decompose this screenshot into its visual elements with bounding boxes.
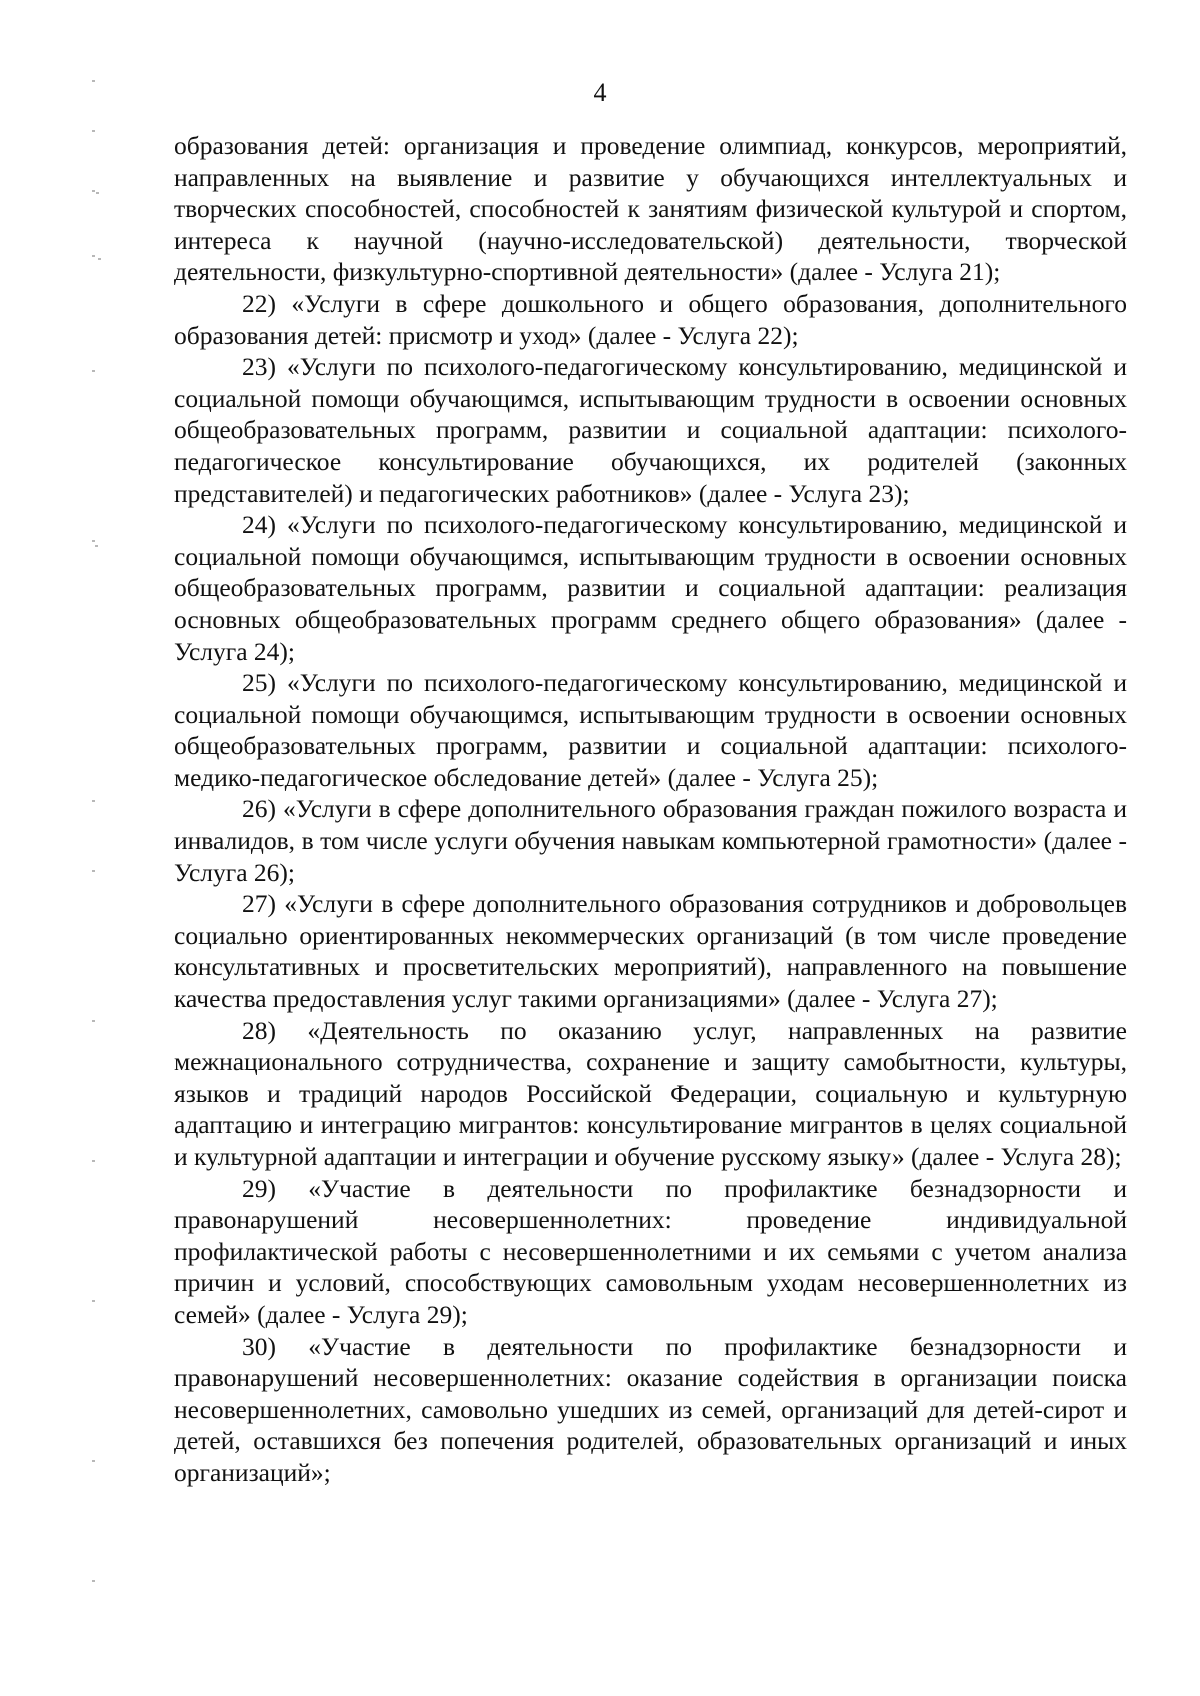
paragraph-item-21-continuation: образования детей: организация и проведение олимпиад, конкурсов, мероприятий, направленных на выявление и развитие у обучающихся интеллектуальных и творческих способностей, способностей к занятиям физической культурой и спортом, интереса к научной (научно-исследовательской) деятельности, творческой деятельности, физкультурно-спортивной деятельности» (далее - Услуга 21); (174, 131, 1127, 287)
paragraph-item-30: 30) «Участие в деятельности по профилактике безнадзорности и правонарушений несовершеннолетних: оказание содействия в организации поиска несовершеннолетних, самовольно ушедших из семей, организаций для детей-сирот и детей, оставшихся без попечения родителей, образовательных организаций и иных организаций»; (174, 1331, 1127, 1487)
paragraph-item-28: 28) «Деятельность по оказанию услуг, направленных на развитие межнационального сотрудничества, сохранение и защиту самобытности, культуры, языков и традиций народов Российской Федерации, социальную и культурную адаптацию и интеграцию мигрантов: консультирование мигрантов в целях социальной и культурной адаптации и интеграции и обучение русскому языку» (далее - Услуга 28); (174, 1015, 1127, 1171)
document-body (174, 130, 1127, 1489)
paragraph-item-25: 25) «Услуги по психолого-педагогическому консультированию, медицинской и социальной помощи обучающимся, испытывающим трудности в освоении основных общеобразовательных программ, развитии и социальной адаптации: психолого-медико-педагогическое обследование детей» (далее - Услуга 25); (174, 668, 1127, 792)
page-number: 4 (593, 78, 607, 107)
paragraph-item-23: 23) «Услуги по психолого-педагогическому консультированию, медицинской и социальной помощи обучающимся, испытывающим трудности в освоении основных общеобразовательных программ, развитии и социальной адаптации: психолого-педагогическое консультирование обучающихся, их родителей (законных представителей) и педагогических работников» (далее - Услуга 23); (174, 352, 1127, 508)
paragraph-item-26: 26) «Услуги в сфере дополнительного образования граждан пожилого возраста и инвалидов, в том числе услуги обучения навыкам компьютерной грамотности» (далее - Услуга 26); (174, 794, 1127, 887)
paragraph-item-22: 22) «Услуги в сфере дошкольного и общего образования, дополнительного образования детей: присмотр и уход» (далее - Услуга 22); (174, 288, 1127, 350)
paragraph-item-29: 29) «Участие в деятельности по профилактике безнадзорности и правонарушений несовершеннолетних: проведение индивидуальной профилактической работы с несовершеннолетними и их семьями с учетом анализа причин и условий, способствующих самовольным уходам несовершеннолетних из семей» (далее - Услуга 29); (174, 1173, 1127, 1329)
paragraph-item-27: 27) «Услуги в сфере дополнительного образования сотрудников и добровольцев социально ориентированных некоммерческих организаций (в том числе проведение консультативных и просветительских мероприятий), направленного на повышение качества предоставления услуг такими организациями» (далее - Услуга 27); (174, 889, 1127, 1014)
scan-edge-marks (92, 40, 112, 1640)
paragraph-item-24: 24) «Услуги по психолого-педагогическому консультированию, медицинской и социальной помощи обучающимся, испытывающим трудности в освоении основных общеобразовательных программ, развитии и социальной адаптации: реализация основных общеобразовательных программ среднего общего образования» (далее - Услуга 24); (174, 510, 1127, 666)
